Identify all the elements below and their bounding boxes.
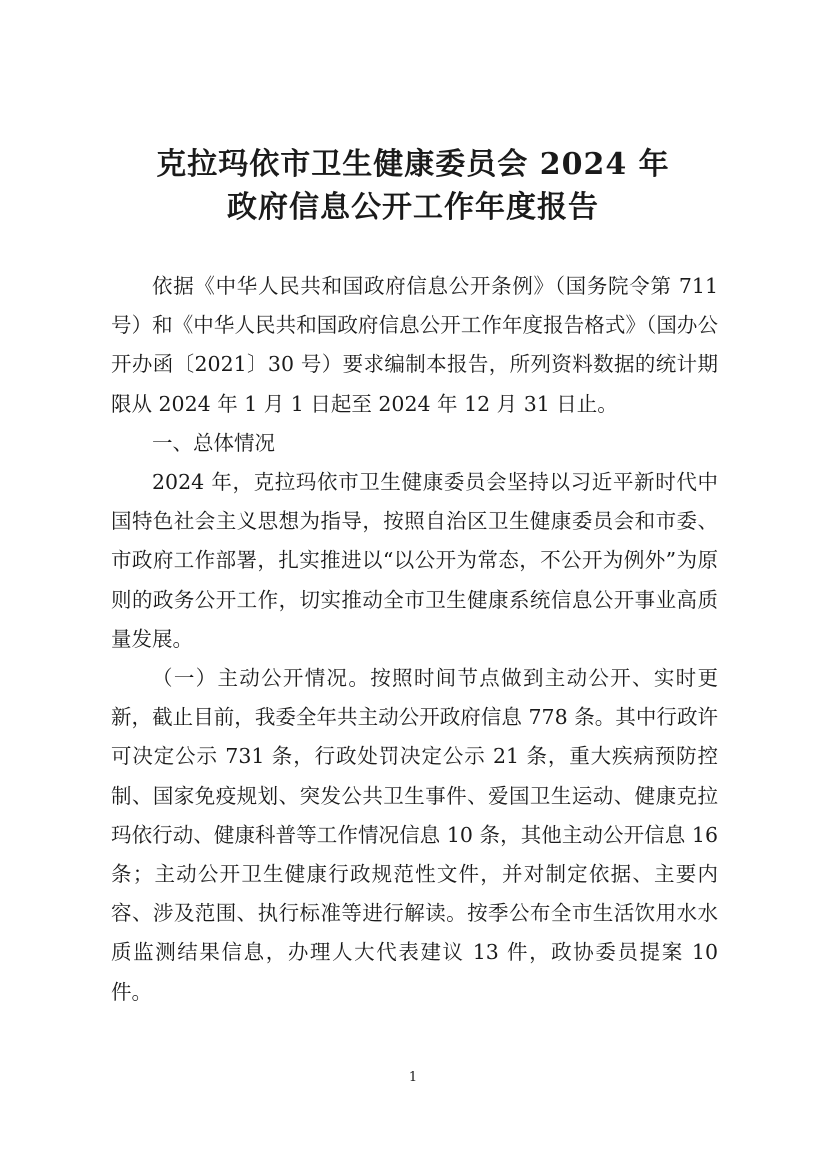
proactive-disclosure-paragraph xyxy=(111,659,718,1012)
report-title-line-2: 政府信息公开工作年度报告 xyxy=(227,190,599,225)
report-body xyxy=(111,267,718,1012)
subsection-heading-proactive-disclosure: （一）主动公开情况。 xyxy=(152,666,371,691)
overview-paragraph: 2024 年，克拉玛依市卫生健康委员会坚持以习近平新时代中国特色社会主义思想为指导，按照自治区卫生健康委员会和市委、市政府工作部署，扎实推进以“以公开为常态，不公开为例外”为原则的政务公开工作，切实推动全市卫生健康系统信息公开事业高质量发展。 xyxy=(111,470,718,651)
intro-paragraph: 依据《中华人民共和国政府信息公开条例》（国务院令第 711 号）和《中华人民共和国政府信息公开工作年度报告格式》（国办公开办函〔2021〕30 号）要求编制本报告，所列资料数据的统计期限从 2024 年 1 月 1 日起至 2024 年 12 月 31 日止。 xyxy=(111,274,718,416)
page-number: 1 xyxy=(408,1070,418,1085)
proactive-disclosure-text: 按照时间节点做到主动公开、实时更新，截止目前，我委全年共主动公开政府信息 778 条。其中行政许可决定公示 731 条，行政处罚决定公示 21 条，重大疾病预防控制、国家免疫规划、突发公共卫生事件、爱国卫生运动、健康克拉玛依行动、健康科普等工作情况信息 10 条，其他主动公开信息 16 条；主动公开卫生健康行政规范性文件，并对制定依据、主要内容、涉及范围、执行标准等进行解读。按季公布全市生活饮用水水质监测结果信息，办理人大代表建议 13 件，政协委员提案 10 件。 xyxy=(111,666,719,1004)
report-title-line-1: 克拉玛依市卫生健康委员会 2024 年 xyxy=(156,147,670,182)
section-heading-overview: 一、总体情况 xyxy=(152,430,275,455)
